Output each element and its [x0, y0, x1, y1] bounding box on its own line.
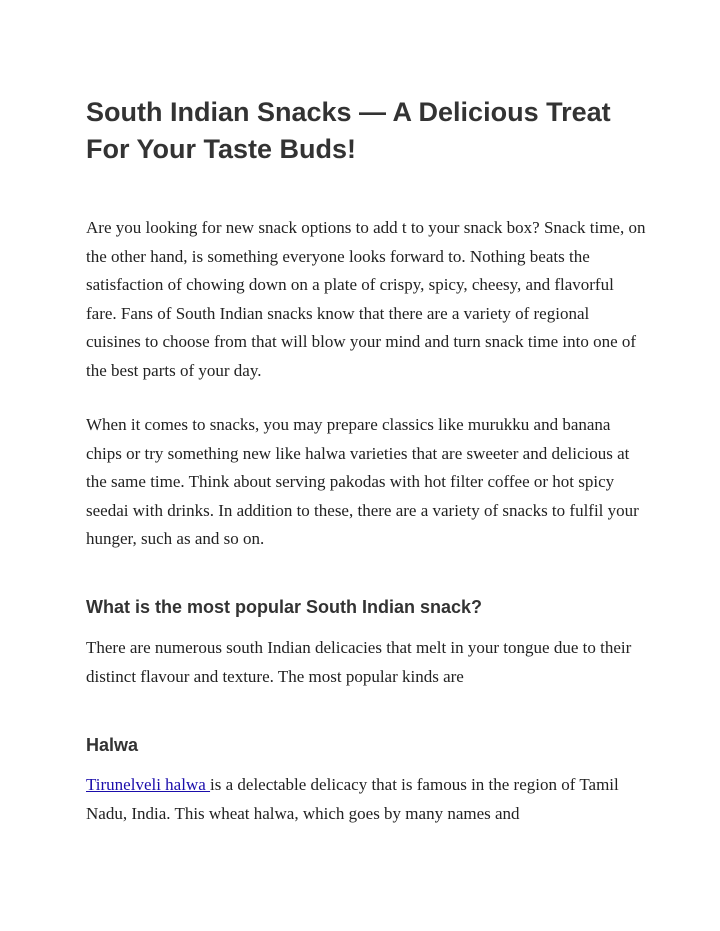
snacks-paragraph: When it comes to snacks, you may prepare classics like murukku and banana chips or try something new like halwa varieties that are sweeter and delicious at the same time. Think about serving pakodas with hot filter coffee or hot spicy seedai with drinks. In addition to these, there are a variety of snacks to fulfil your hunger, such as and so on.	[86, 415, 639, 548]
popular-snack-heading: What is the most popular South Indian snack?	[86, 597, 483, 617]
halwa-paragraph	[86, 771, 646, 828]
halwa-paragraph-text: is a delectable delicacy that is famous in the region of Tamil Nadu, India. This wheat halwa, which goes by many names and	[86, 775, 619, 823]
popular-snack-paragraph: There are numerous south Indian delicacies that melt in your tongue due to their distinct flavour and texture. The most popular kinds are	[86, 638, 632, 686]
tirunelveli-halwa-link[interactable]: Tirunelveli halwa	[86, 775, 211, 794]
intro-paragraph: Are you looking for new snack options to add t to your snack box? Snack time, on the other hand, is something everyone looks forward to. Nothing beats the satisfaction of chowing down on a plate of crispy, spicy, cheesy, and flavorful fare. Fans of South Indian snacks know that there are a variety of regional cuisines to choose from that will blow your mind and turn snack time into one of the best parts of your day.	[86, 218, 646, 380]
article-title: South Indian Snacks — A Delicious Treat For Your Taste Buds!	[86, 97, 611, 164]
halwa-heading: Halwa	[86, 735, 139, 755]
